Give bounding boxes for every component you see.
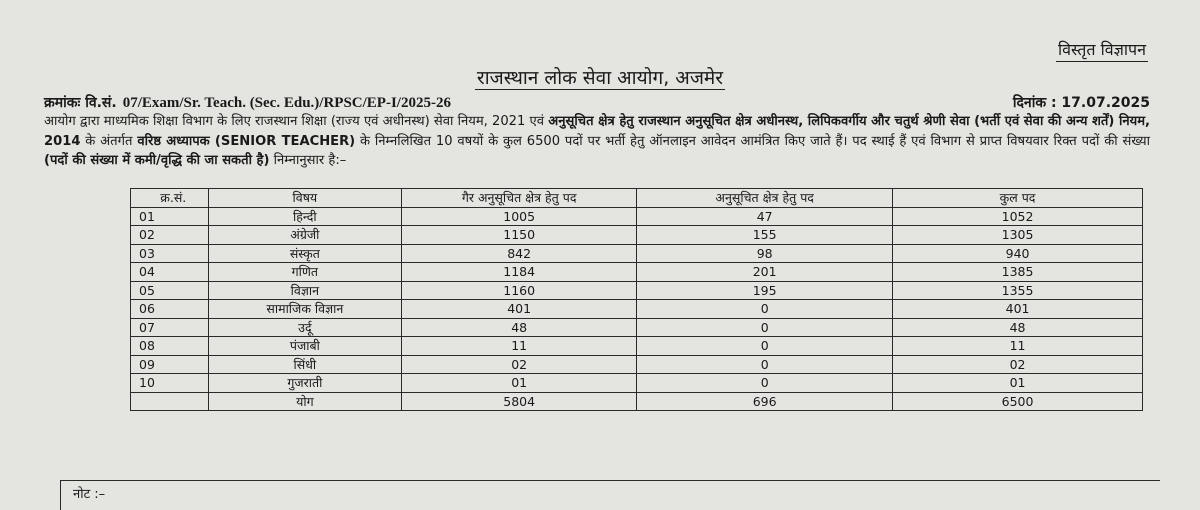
subject-cell: सिंधी (208, 355, 402, 374)
subject-cell: गुजराती (208, 374, 402, 393)
non-scheduled-total-cell: 5804 (402, 392, 637, 411)
intro-paragraph (44, 112, 1150, 171)
reference-number: 07/Exam/Sr. Teach. (Sec. Edu.)/RPSC/EP-I/2025-26 (122, 95, 451, 111)
serial-cell: 08 (131, 337, 209, 356)
table-row (131, 374, 1143, 393)
table-row (131, 318, 1143, 337)
subject-cell: उर्दू (208, 318, 402, 337)
page-title (0, 64, 1200, 90)
scheduled-cell: 155 (637, 226, 893, 245)
intro-text-3: के निम्नलिखित 10 वषयों के कुल 6500 पदों पर भर्ती हेतु ऑनलाइन आवेदन आमंत्रित किए जाते हैं। पद स्थाई हैं एवं विभाग से प्राप्त विषयवार रिक्त पदों की संख्या (355, 133, 1150, 149)
header-total-posts: कुल पद (893, 189, 1143, 208)
serial-cell: 05 (131, 281, 209, 300)
subject-cell: गणित (208, 263, 402, 282)
non-scheduled-cell: 1150 (402, 226, 637, 245)
total-cell: 02 (893, 355, 1143, 374)
total-cell: 1385 (893, 263, 1143, 282)
intro-text-2: के अंतर्गत (80, 133, 138, 149)
scheduled-cell: 0 (637, 337, 893, 356)
grand-total-cell: 6500 (893, 392, 1143, 411)
subject-cell: पंजाबी (208, 337, 402, 356)
serial-cell: 07 (131, 318, 209, 337)
subject-cell: संस्कृत (208, 244, 402, 263)
non-scheduled-cell: 1005 (402, 207, 637, 226)
total-label-cell: योग (208, 392, 402, 411)
non-scheduled-cell: 1160 (402, 281, 637, 300)
non-scheduled-cell: 1184 (402, 263, 637, 282)
intro-text-4: निम्नानुसार है:– (269, 153, 347, 168)
non-scheduled-cell: 11 (402, 337, 637, 356)
scheduled-cell: 0 (637, 374, 893, 393)
note-label: नोट :– (73, 487, 106, 502)
table-row (131, 337, 1143, 356)
total-cell: 1355 (893, 281, 1143, 300)
detailed-advertisement-label: विस्तृत विज्ञापन (1056, 38, 1148, 62)
table-row (131, 300, 1143, 319)
serial-cell: 02 (131, 226, 209, 245)
table-row (131, 281, 1143, 300)
total-cell: 1052 (893, 207, 1143, 226)
table-header-row (131, 189, 1143, 208)
subject-cell: हिन्दी (208, 207, 402, 226)
serial-cell: 10 (131, 374, 209, 393)
scheduled-cell: 0 (637, 300, 893, 319)
non-scheduled-cell: 401 (402, 300, 637, 319)
posts-table (130, 188, 1143, 411)
scheduled-cell: 0 (637, 318, 893, 337)
total-cell: 1305 (893, 226, 1143, 245)
serial-cell: 01 (131, 207, 209, 226)
organisation-name: राजस्थान लोक सेवा आयोग, अजमेर (476, 67, 724, 89)
table-row (131, 207, 1143, 226)
reference-label: क्रमांकः वि.सं. (44, 95, 117, 111)
scheduled-cell: 47 (637, 207, 893, 226)
table-row (131, 263, 1143, 282)
scheduled-cell: 195 (637, 281, 893, 300)
serial-cell: 04 (131, 263, 209, 282)
date-label: दिनांक : 17.07.2025 (1012, 95, 1150, 111)
intro-bold-1: अनुसूचित क्षेत्र हेतु राजस्थान अनुसूचित क्षेत्र अधीनस्थ, लिपिकवर्गीय और चतुर्थ श्रेणी सेवा (भर्ती एवं सेवा की अन्य शर्तें) नियम, 2014 (44, 114, 1151, 149)
scheduled-cell: 98 (637, 244, 893, 263)
table-row (131, 244, 1143, 263)
scheduled-cell: 201 (637, 263, 893, 282)
intro-bold-3: (पदों की संख्या में कमी/वृद्धि की जा सकती है) (44, 153, 270, 168)
header-serial: क्र.सं. (131, 189, 209, 208)
non-scheduled-cell: 02 (402, 355, 637, 374)
intro-text-1: आयोग द्वारा माध्यमिक शिक्षा विभाग के लिए राजस्थान शिक्षा (राज्य एवं अधीनस्थ) सेवा नियम, 2021 एवं (44, 114, 549, 129)
total-cell: 11 (893, 337, 1143, 356)
subject-cell: सामाजिक विज्ञान (208, 300, 402, 319)
scheduled-cell: 0 (637, 355, 893, 374)
scheduled-total-cell: 696 (637, 392, 893, 411)
total-cell: 401 (893, 300, 1143, 319)
total-cell: 48 (893, 318, 1143, 337)
serial-cell (131, 392, 209, 411)
header-scheduled-posts: अनुसूचित क्षेत्र हेतु पद (637, 189, 893, 208)
serial-cell: 03 (131, 244, 209, 263)
note-section (60, 480, 1160, 510)
table-total-row (131, 392, 1143, 411)
serial-cell: 06 (131, 300, 209, 319)
serial-cell: 09 (131, 355, 209, 374)
non-scheduled-cell: 842 (402, 244, 637, 263)
header-non-scheduled-posts: गैर अनुसूचित क्षेत्र हेतु पद (402, 189, 637, 208)
table-row (131, 355, 1143, 374)
non-scheduled-cell: 48 (402, 318, 637, 337)
subject-cell: विज्ञान (208, 281, 402, 300)
intro-bold-2: वरिष्ठ अध्यापक (SENIOR TEACHER) (137, 133, 356, 149)
total-cell: 940 (893, 244, 1143, 263)
subject-cell: अंग्रेजी (208, 226, 402, 245)
header-subject: विषय (208, 189, 402, 208)
non-scheduled-cell: 01 (402, 374, 637, 393)
total-cell: 01 (893, 374, 1143, 393)
table-row (131, 226, 1143, 245)
reference-line (44, 93, 1150, 111)
